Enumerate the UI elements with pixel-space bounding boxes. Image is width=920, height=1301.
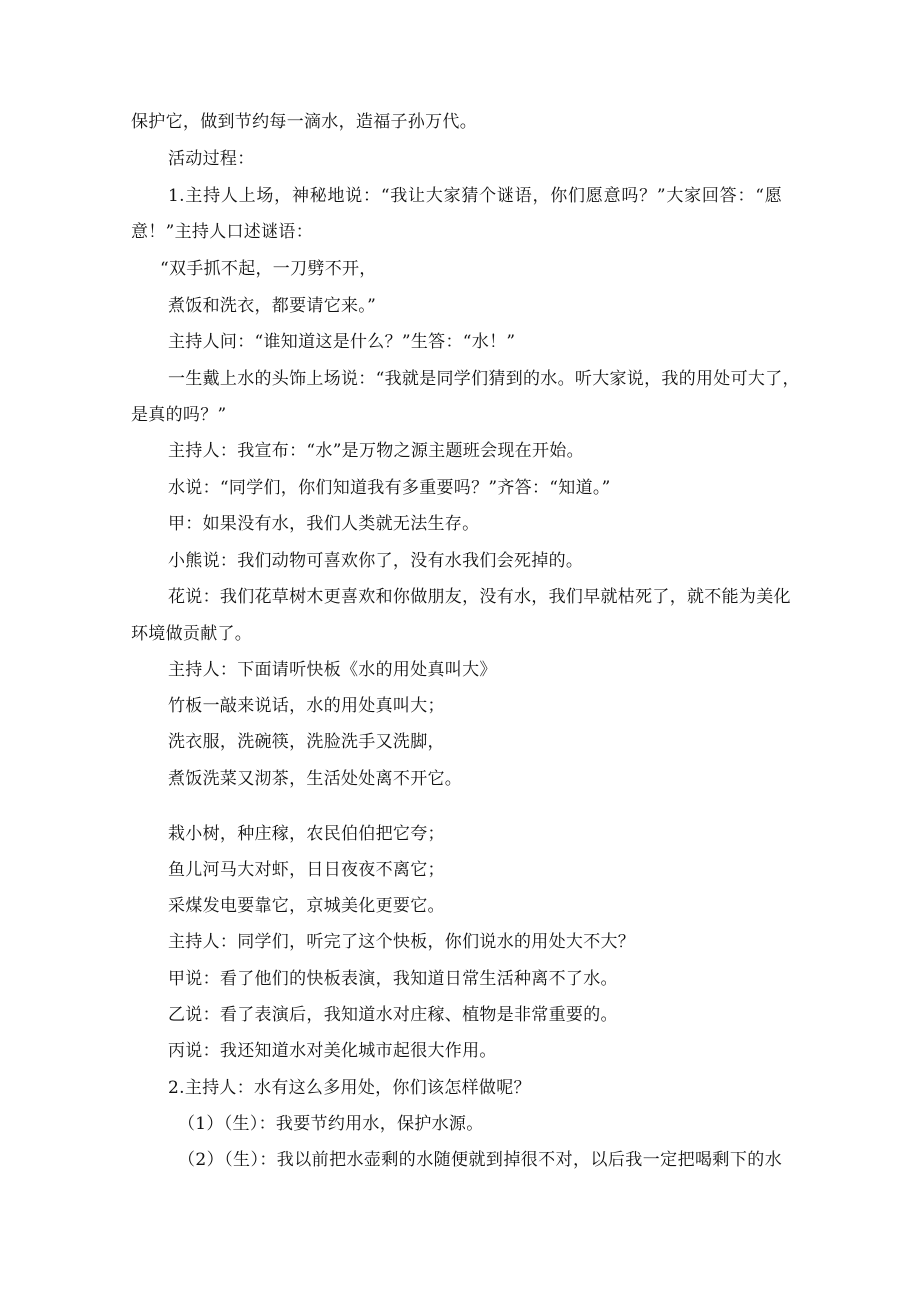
paragraph-line: 丙说：我还知道水对美化城市起很大作用。 — [168, 1041, 497, 1061]
verse-line: 鱼儿河马大对虾，日日夜夜不离它； — [168, 860, 445, 880]
paragraph-line: 小熊说：我们动物可喜欢你了，没有水我们会死掉的。 — [168, 551, 584, 571]
paragraph-line: 主持人：同学们，听完了这个快板，你们说水的用处大不大？ — [168, 932, 636, 952]
verse-line: 采煤发电要靠它，京城美化更要它。 — [168, 896, 445, 916]
paragraph-line: 环境做贡献了。 — [131, 624, 253, 644]
paragraph-line: 1.主持人上场，神秘地说：“我让大家猜个谜语，你们愿意吗？”大家回答：“愿 — [168, 186, 782, 206]
paragraph-line: 主持人：我宣布：“水”是万物之源主题班会现在开始。 — [168, 441, 584, 461]
paragraph-line: 一生戴上水的头饰上场说：“我就是同学们猜到的水。听大家说，我的用处可大了， — [168, 369, 800, 389]
verse-line: 煮饭洗菜又沏茶，生活处处离不开它。 — [168, 769, 463, 789]
paragraph-line: 甲：如果没有水，我们人类就无法生存。 — [168, 514, 480, 534]
paragraph-line: 水说：“同学们，你们知道我有多重要吗？”齐答：“知道。” — [168, 478, 611, 498]
paragraph-line: 主持人：下面请听快板《水的用处真叫大》 — [168, 660, 497, 680]
paragraph-line: 主持人问：“谁知道这是什么？”生答：“水！” — [168, 332, 516, 352]
paragraph-line: 2.主持人：水有这么多用处，你们该怎样做呢？ — [168, 1078, 531, 1098]
riddle-line: 煮饭和洗衣，都要请它来。” — [168, 296, 377, 316]
verse-line: 栽小树，种庄稼，农民伯伯把它夸； — [168, 824, 445, 844]
riddle-line: “双手抓不起，一刀劈不开， — [160, 259, 377, 279]
paragraph-line: 保护它，做到节约每一滴水，造福子孙万代。 — [131, 112, 477, 132]
paragraph-line: 是真的吗？” — [131, 405, 227, 425]
paragraph-line: 乙说：看了表演后，我知道水对庄稼、植物是非常重要的。 — [168, 1005, 618, 1025]
list-item: （1）（生）：我要节约用水，保护水源。 — [178, 1114, 484, 1134]
section-heading: 活动过程： — [168, 149, 255, 169]
paragraph-line: 甲说：看了他们的快板表演，我知道日常生活种离不了水。 — [168, 969, 618, 989]
paragraph-line: 花说：我们花草树木更喜欢和你做朋友，没有水，我们早就枯死了，就不能为美化 — [168, 587, 791, 607]
verse-line: 洗衣服，洗碗筷，洗脸洗手又洗脚， — [168, 732, 445, 752]
list-item: （2）（生）：我以前把水壶剩的水随便就到掉很不对，以后我一定把喝剩下的水 — [178, 1150, 782, 1170]
paragraph-line: 意！”主持人口述谜语： — [131, 222, 313, 242]
verse-line: 竹板一敲来说话，水的用处真叫大； — [168, 696, 445, 716]
